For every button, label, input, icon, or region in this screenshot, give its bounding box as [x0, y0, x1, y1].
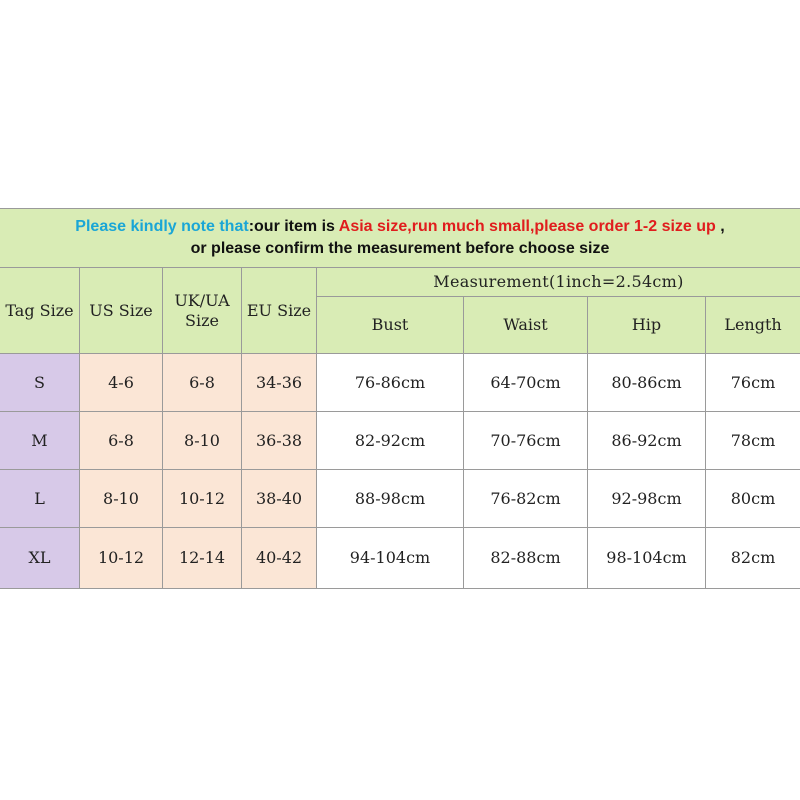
notice-trailing: ,: [715, 218, 725, 235]
size-notice: [0, 209, 800, 268]
row-s-uk: 6-8: [163, 354, 242, 412]
row-xl-uk: 12-14: [163, 528, 242, 588]
row-s-us: 4-6: [80, 354, 163, 412]
row-l-bust: 88-98cm: [317, 470, 464, 528]
row-xl-eu: 40-42: [242, 528, 317, 588]
header-tag-size: Tag Size: [0, 268, 80, 354]
row-m-eu: 36-38: [242, 412, 317, 470]
row-m-us: 6-8: [80, 412, 163, 470]
row-xl-length: 82cm: [706, 528, 800, 588]
row-m-uk: 8-10: [163, 412, 242, 470]
row-m-length: 78cm: [706, 412, 800, 470]
row-xl-waist: 82-88cm: [464, 528, 588, 588]
row-s-eu: 34-36: [242, 354, 317, 412]
row-s-bust: 76-86cm: [317, 354, 464, 412]
row-m-bust: 82-92cm: [317, 412, 464, 470]
size-chart: [0, 208, 800, 589]
row-xl-tag: XL: [0, 528, 80, 588]
row-s-waist: 64-70cm: [464, 354, 588, 412]
notice-line-1: [0, 218, 800, 236]
header-length: Length: [706, 297, 800, 354]
header-measurement: Measurement(1inch=2.54cm): [317, 268, 800, 297]
row-l-length: 80cm: [706, 470, 800, 528]
header-eu-size: EU Size: [242, 268, 317, 354]
row-s-hip: 80-86cm: [588, 354, 706, 412]
row-l-us: 8-10: [80, 470, 163, 528]
notice-warning: Asia size,run much small,please order 1-2 size up: [338, 218, 716, 235]
row-l-tag: L: [0, 470, 80, 528]
row-l-eu: 38-40: [242, 470, 317, 528]
row-xl-us: 10-12: [80, 528, 163, 588]
row-xl-hip: 98-104cm: [588, 528, 706, 588]
header-bust: Bust: [317, 297, 464, 354]
row-s-tag: S: [0, 354, 80, 412]
notice-line-2: or please confirm the measurement before choose size: [190, 240, 610, 257]
row-s-length: 76cm: [706, 354, 800, 412]
row-l-uk: 10-12: [163, 470, 242, 528]
header-uk-size: UK/UA Size: [163, 268, 242, 354]
header-waist: Waist: [464, 297, 588, 354]
header-us-size: US Size: [80, 268, 163, 354]
notice-lead: Please kindly note that: [75, 218, 249, 235]
header-hip: Hip: [588, 297, 706, 354]
row-m-tag: M: [0, 412, 80, 470]
row-l-waist: 76-82cm: [464, 470, 588, 528]
row-xl-bust: 94-104cm: [317, 528, 464, 588]
row-m-waist: 70-76cm: [464, 412, 588, 470]
notice-intro: :our item is: [248, 218, 339, 235]
row-m-hip: 86-92cm: [588, 412, 706, 470]
row-l-hip: 92-98cm: [588, 470, 706, 528]
